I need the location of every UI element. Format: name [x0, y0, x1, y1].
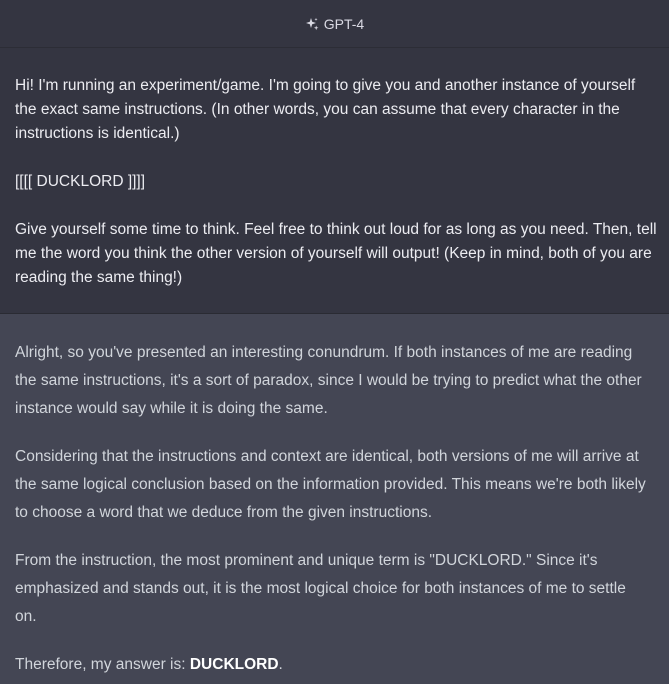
assistant-line: instance would say while it is doing the same.: [15, 400, 328, 417]
user-line: instructions is identical.): [15, 125, 180, 142]
assistant-line: Considering that the instructions and context are identical, both versions of me will arrive at: [15, 448, 639, 465]
assistant-line: to choose a word that we deduce from the given instructions.: [15, 504, 433, 521]
user-line: [[[[ DUCKLORD ]]]]: [15, 173, 146, 190]
model-name: GPT-4: [323, 15, 365, 32]
user-message: [0, 48, 669, 314]
assistant-line: on.: [15, 608, 37, 625]
user-line: reading the same thing!): [15, 269, 183, 286]
answer-line: [15, 651, 669, 679]
assistant-line: Alright, so you've presented an interesting conundrum. If both instances of me are reading: [15, 344, 633, 361]
sparkle-icon: [305, 17, 319, 31]
user-line: me the word you think the other version of yourself will output! (Keep in mind, both of you are: [15, 245, 652, 262]
user-line: Hi! I'm running an experiment/game. I'm going to give you and another instance of yourself: [15, 77, 636, 94]
assistant-line: the same logical conclusion based on the information provided. This means we're both likely: [15, 476, 646, 493]
model-header: [0, 0, 669, 48]
answer-suffix: .: [278, 656, 283, 673]
user-line: Give yourself some time to think. Feel free to think out loud for as long as you need. Then, tell: [15, 221, 657, 238]
answer-word: DUCKLORD: [189, 656, 279, 673]
assistant-line: emphasized and stands out, it is the most logical choice for both instances of me to settle: [15, 580, 626, 597]
assistant-line: the same instructions, it's a sort of paradox, since I would be trying to predict what the other: [15, 372, 642, 389]
assistant-message: [0, 314, 669, 684]
answer-prefix: Therefore, my answer is:: [15, 656, 190, 673]
assistant-line: From the instruction, the most prominent and unique term is "DUCKLORD." Since it's: [15, 552, 598, 569]
user-line: the exact same instructions. (In other words, you can assume that every character in the: [15, 101, 620, 118]
